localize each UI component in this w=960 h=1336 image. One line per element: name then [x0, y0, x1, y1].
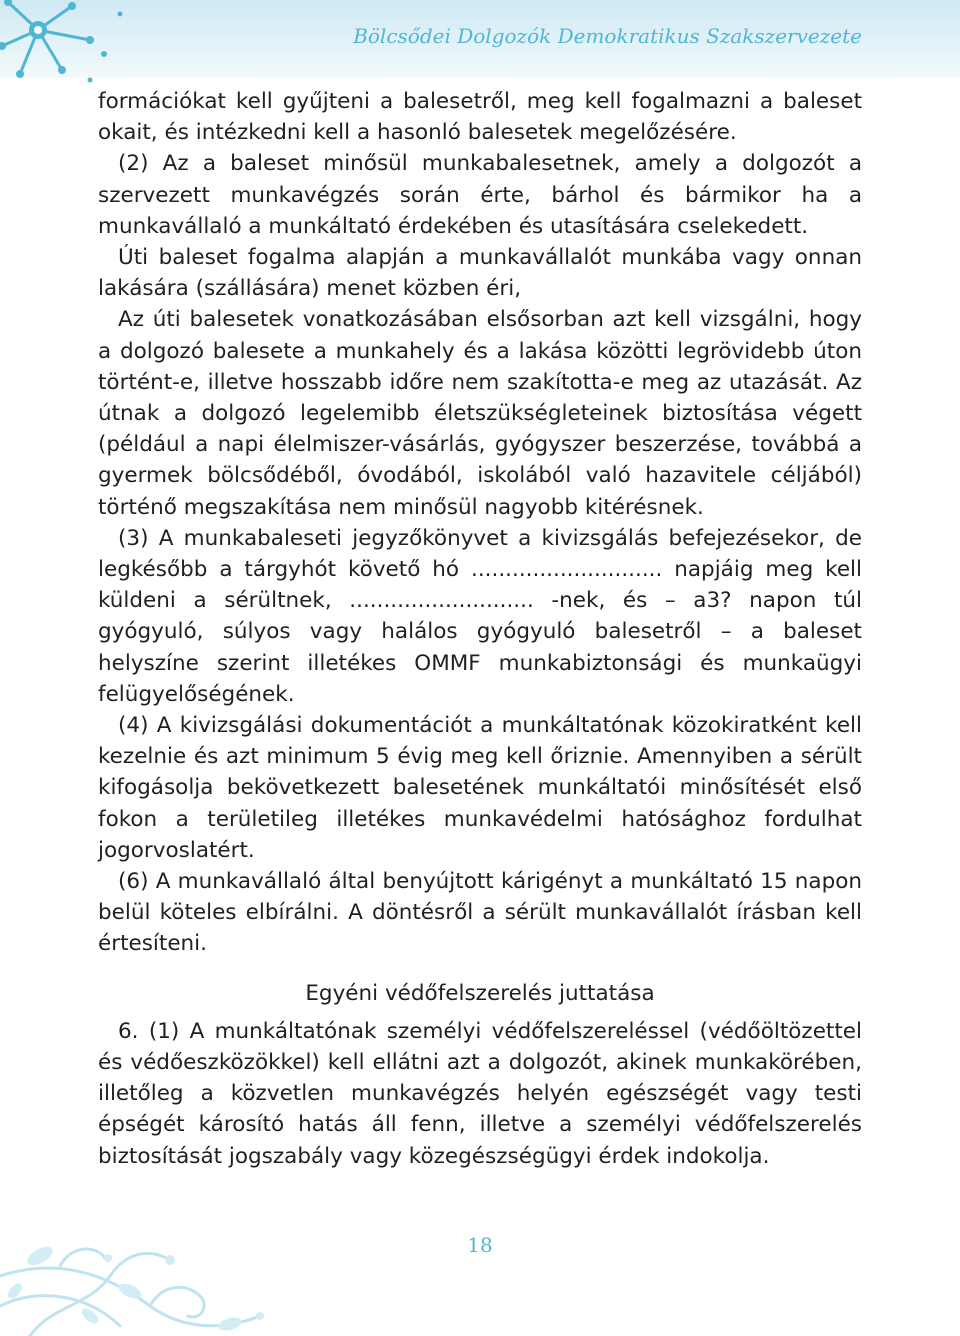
snowflake-flower-ornament-icon	[0, 0, 150, 90]
paragraph-1: formációkat kell gyűjteni a balesetről, meg kell fogalmazni a baleset okait, és intézkedni kell a hasonló balesetek megelőzésére.	[98, 89, 862, 146]
header-title: Bölcsődei Dolgozók Demokratikus Szakszervezete	[353, 24, 862, 48]
paragraph-3: Úti baleset fogalma alapján a munkavállalót munkába vagy onnan lakására (szállására) menet közben éri,	[98, 245, 862, 302]
paragraph-7: (6) A munkavállaló által benyújtott kárigényt a munkáltató 15 napon belül köteles elbírálni. A döntésről a sérült munkavállalót írásban kell értesíteni.	[98, 869, 862, 957]
section-title: Egyéni védőfelszerelés juttatása	[305, 980, 655, 1006]
paragraph-6: (4) A kivizsgálási dokumentációt a munkáltatónak közokiratként kell kezelnie és azt minimum 5 évig meg kell őriznie. Amennyiben a sérült kifogásolja bekövetkezett balesetének munkáltatói minősítését első fokon a területileg illetékes munkavédelmi hatósághoz fordulhat jogorvoslatért.	[98, 713, 862, 863]
paragraph-4: Az úti balesetek vonatkozásában elsősorban azt kell vizsgálni, hogy a dolgozó balesete a munkahely és a lakása közötti legrövidebb úton történt-e, illetve hosszabb időre nem szakította-e meg az utazását. Az útnak a dolgozó legelemibb életszükségleteinek biztosítása végett (például a napi élelmiszer-vásárlás, gyógyszer beszerzése, továbbá a gyermek bölcsődéből, óvodából, iskolából való hazavitele céljából) történő megszakítása nem minősül nagyobb kitérésnek.	[98, 307, 862, 520]
paragraph-5: (3) A munkabaleseti jegyzőkönyvet a kivizsgálás befejezésekor, de legkésőbb a tárgyhót követő hó ............................ napjáig meg kell küldeni a sérültnek, ........................... -nek, és – a3? napon túl gyógyuló, súlyos vagy halálos gyógyuló balesetről – a baleset helyszíne szerint illetékes OMMF munkabiztonsági és munkaügyi felügyelőségének.	[98, 525, 862, 707]
paragraph-2: (2) Az a baleset minősül munkabalesetnek, amely a dolgozót a szervezett munkavégzés során érte, bárhol és bármikor ha a munkavállaló a munkáltató érdekében és utasítására cselekedett.	[98, 151, 862, 239]
page-number: 18	[467, 1233, 493, 1257]
paragraph-8: 6. (1) A munkáltatónak személyi védőfelszereléssel (védőöltözettel és védőeszközökkel) kell ellátni azt a dolgozót, akinek munkakörében, illetőleg a közvetlen munkavégzés helyén egészségét vagy testi épségét károsító hatás áll fenn, illetve a személyi védőfelszerelés biztosítását jogszabály vagy közegészségügyi érdek indokolja.	[98, 1018, 862, 1169]
page-body	[98, 86, 862, 1172]
